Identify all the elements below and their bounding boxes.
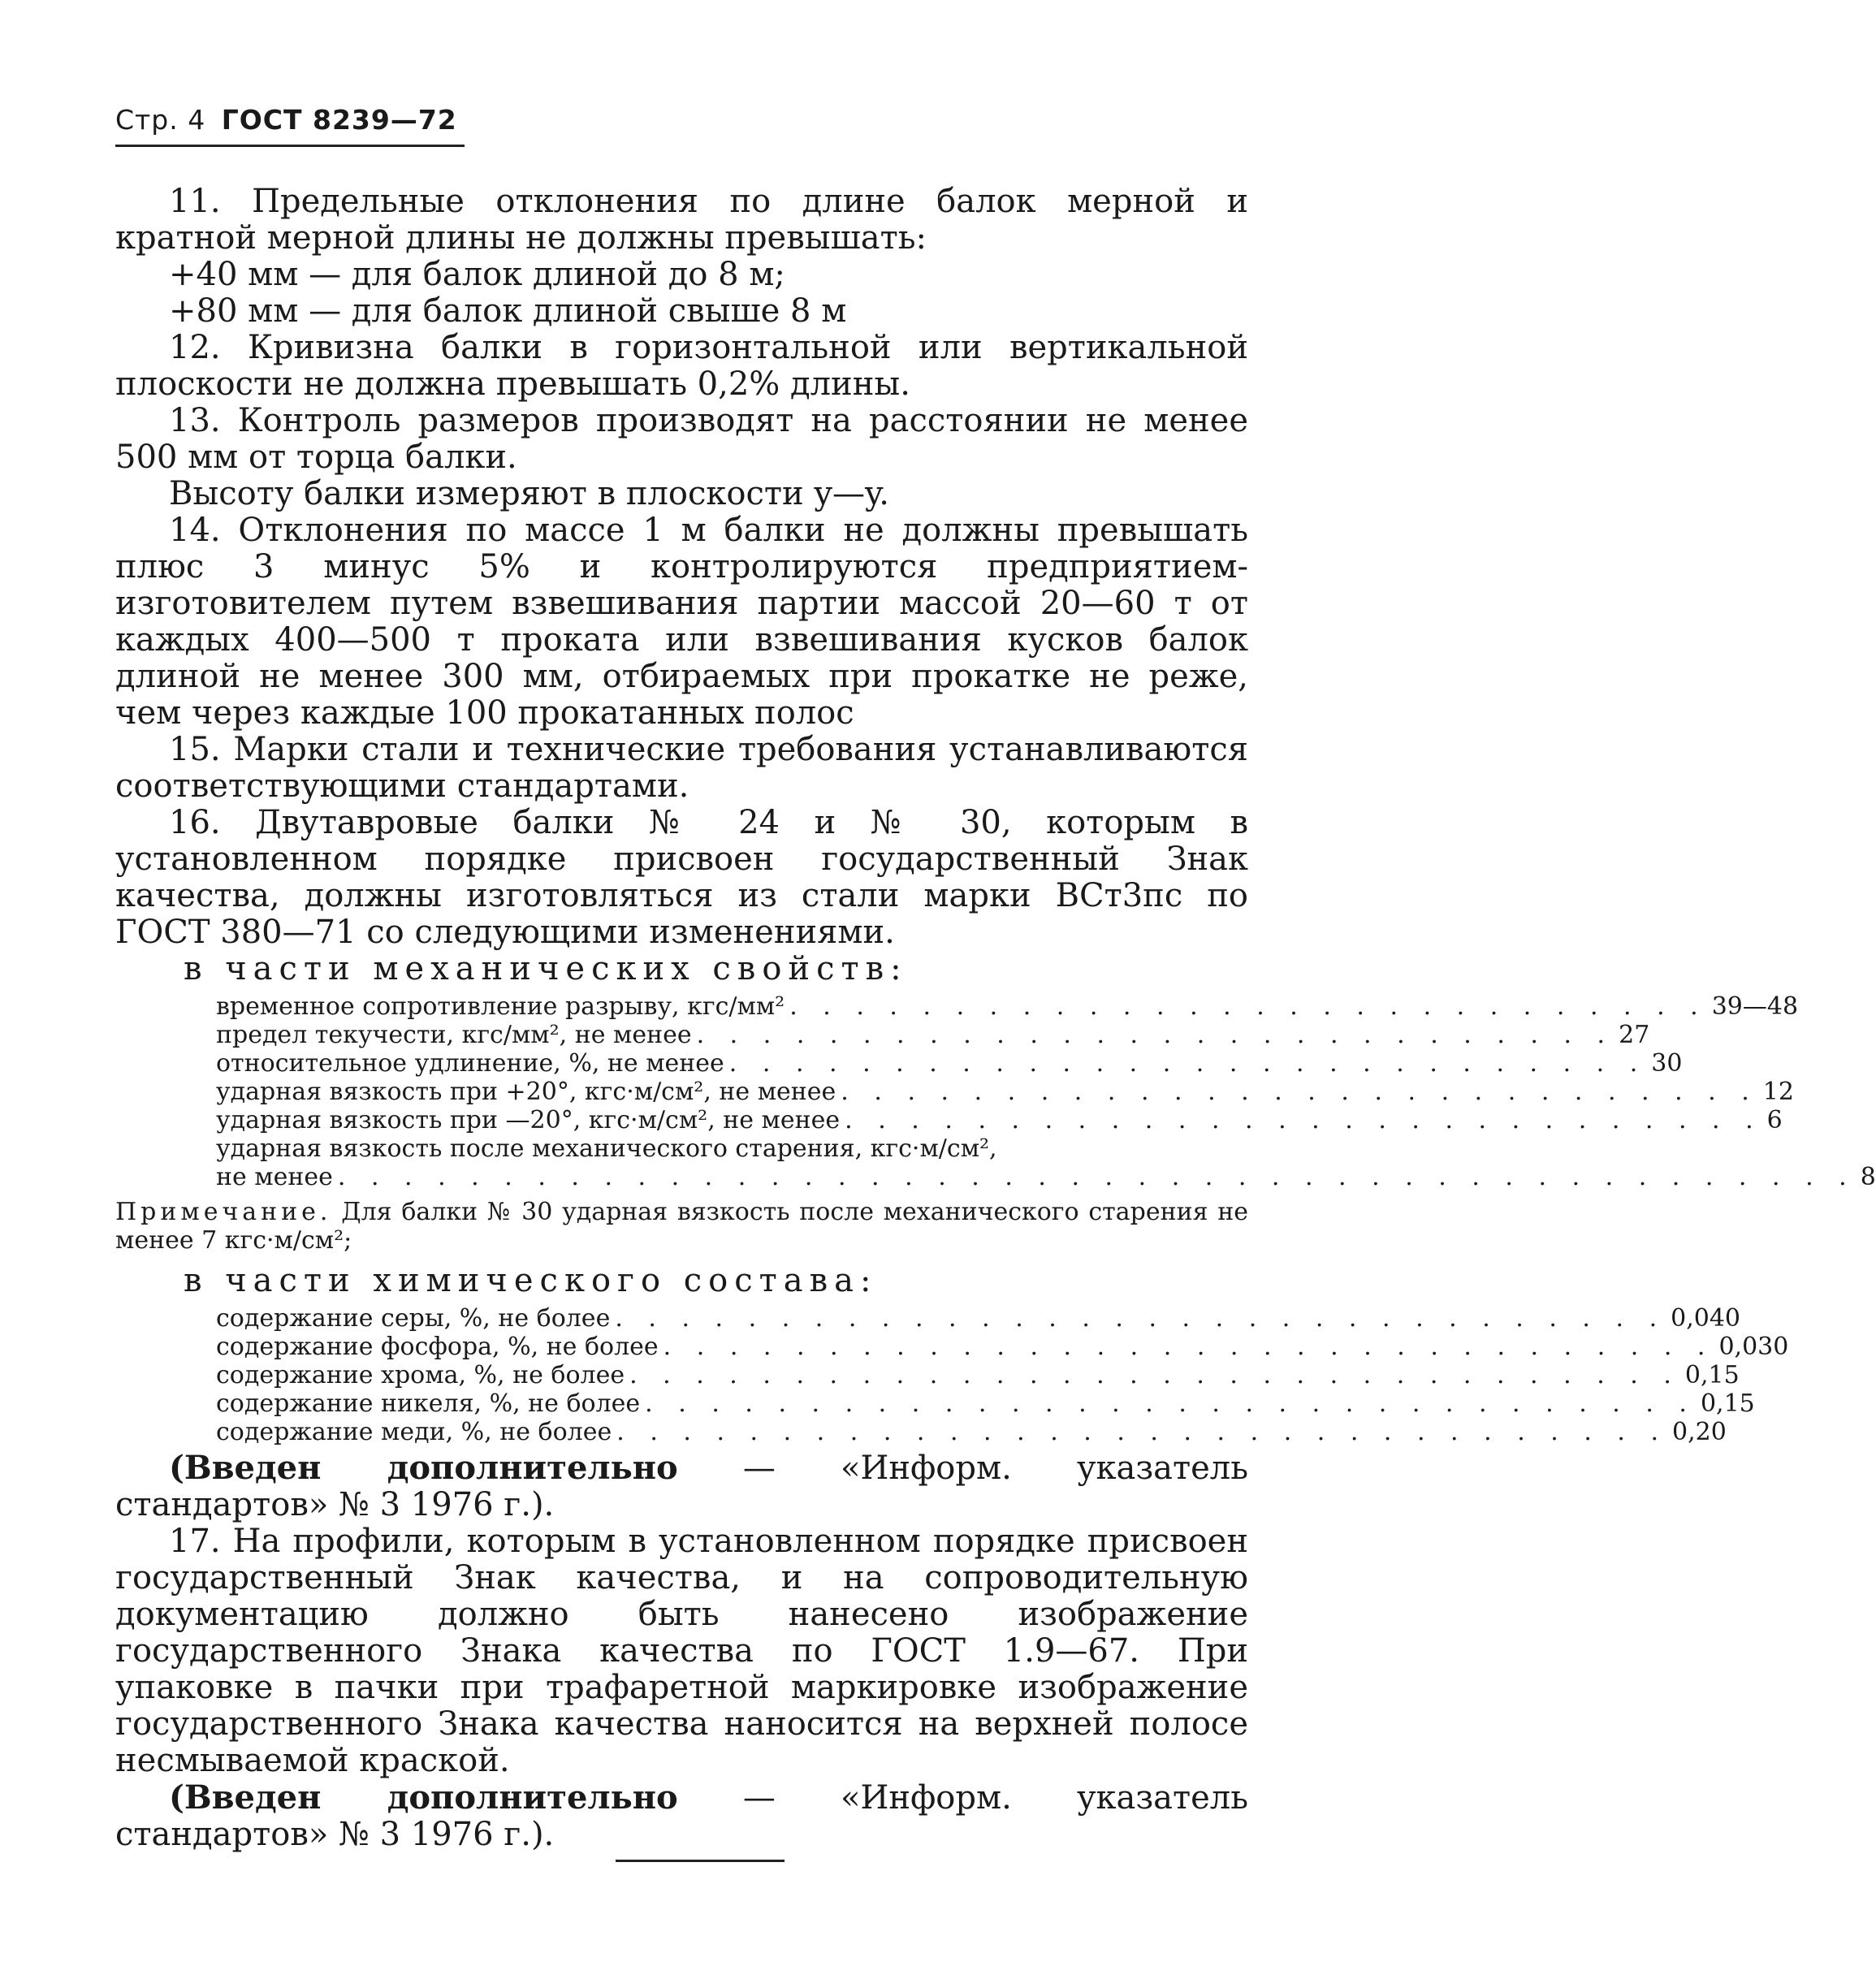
list-item: содержание фосфора, %, не более . . . . . . . . . . . . . . . . . . . . . . . . . . . . . . . . 0,030 (216, 1333, 1789, 1361)
clause-11: 11. Предельные отклонения по длине балок мерной и кратной мерной длины не должны превышать: (115, 183, 1248, 257)
leader-dots: . . . . . . . . . . . . . . . . . . . . . . . . . . . . (845, 1106, 1762, 1134)
list-item: ударная вязкость при —20°, кгс·м/см², не менее . . . . . . . . . . . . . . . . . . . . . . . . . . . . 6 (216, 1106, 1783, 1134)
list-item: временное сопротивление разрыву, кгс/мм² . . . . . . . . . . . . . . . . . . . . . . . . . . . . 39—48 (216, 992, 1799, 1021)
leader-dots: . . . . . . . . . . . . . . . . . . . . . . . . . . . . (728, 1049, 1647, 1078)
leader-dots: . . . . . . . . . . . . . . . . . . . . . . . . . . . . . . . . (616, 1418, 1668, 1446)
leader-dots: . . . . . . . . . . . . . . . . . . . . . . . . . . . . . . . . (629, 1361, 1680, 1389)
list-item: содержание меди, %, не более . . . . . . . . . . . . . . . . . . . . . . . . . . . . . . . . 0,20 (216, 1418, 1727, 1446)
clause-12: 12. Кривизна балки в горизонтальной или вертикальной плоскости не должна превышать 0,2% длины. (115, 329, 1248, 403)
footer-divider (616, 1860, 785, 1862)
document-body (115, 183, 1876, 1853)
mech-properties-list (115, 992, 1876, 1191)
list-item: ударная вязкость после механического старения, кгс·м/см², (216, 1134, 997, 1163)
leader-dots: . . . . . . . . . . . . . . . . . . . . . . . . . . . . (841, 1078, 1758, 1106)
chem-heading: в части химического состава: (184, 1262, 878, 1299)
list-item: относительное удлинение, %, не менее . . . . . . . . . . . . . . . . . . . . . . . . . . . . 30 (216, 1049, 1683, 1078)
clause-11-item-2: +80 мм — для балок длиной свыше 8 м (169, 292, 847, 330)
list-item: не менее . . . . . . . . . . . . . . . . . . . . . . . . . . . . . . . . . . . . . . . . . . . . . . 8 (216, 1163, 1876, 1191)
standard-code: ГОСТ 8239—72 (221, 104, 457, 136)
leader-dots: . . . . . . . . . . . . . . . . . . . . . . . . . . . . . . . . (645, 1389, 1696, 1418)
leader-dots: . . . . . . . . . . . . . . . . . . . . . . . . . . . . . . . . . . . . . . . . . . . . . . (337, 1163, 1856, 1191)
clause-15: 15. Марки стали и технические требования устанавливаются соответствующими стандартами. (115, 731, 1248, 805)
leader-dots: . . . . . . . . . . . . . . . . . . . . . . . . . . . . . . . . (663, 1333, 1714, 1361)
note (115, 1198, 1248, 1255)
list-item: содержание хрома, %, не более . . . . . . . . . . . . . . . . . . . . . . . . . . . . . . . . 0,15 (216, 1361, 1740, 1389)
list-item: содержание никеля, %, не более . . . . . . . . . . . . . . . . . . . . . . . . . . . . . . . . 0,15 (216, 1389, 1755, 1418)
mech-heading: в части механических свойств: (184, 950, 908, 987)
page-number: Стр. 4 (115, 104, 206, 136)
chem-composition-list (115, 1304, 1789, 1446)
clause-14: 14. Отклонения по массе 1 м балки не должны превышать плюс 3 минус 5% и контролируются предприятием-изготовителем путем взвешивания партии массой 20—60 т от каждых 400—500 т проката или взвешивания кусков балок длиной не менее 300 мм, отбираемых при прокатке не реже, чем через каждые 100 прокатанных полос (115, 512, 1248, 732)
leader-dots: . . . . . . . . . . . . . . . . . . . . . . . . . . . . (789, 992, 1707, 1021)
clause-16: 16. Двутавровые балки № 24 и № 30, которым в установленном порядке присвоен государственный Знак качества, должны изготовляться из стали марки ВСт3пс по ГОСТ 380—71 со следующими изменениями. (115, 804, 1248, 951)
list-item: содержание серы, %, не более . . . . . . . . . . . . . . . . . . . . . . . . . . . . . . . . 0,040 (216, 1304, 1740, 1333)
amendment-note-1: (Введен дополнительно — «Информ. указатель стандартов» № 3 1976 г.). (115, 1449, 1248, 1523)
list-item: предел текучести, кгс/мм², не менее . . . . . . . . . . . . . . . . . . . . . . . . . . . . 27 (216, 1021, 1650, 1049)
leader-dots: . . . . . . . . . . . . . . . . . . . . . . . . . . . . . . . . (615, 1304, 1666, 1333)
note-label: Примечание. (115, 1198, 332, 1226)
clause-17: 17. На профили, которым в установленном порядке присвоен государственный Знак качества, и на сопроводительную документацию должно быть нанесено изображение государственного Знака качества по ГОСТ 1.9—67. При упаковке в пачки при трафаретной маркировке изображение государственного Знака качества наносится на верхней полосе несмываемой краской. (115, 1523, 1248, 1779)
header-divider (115, 145, 465, 147)
page-header (115, 101, 465, 140)
note-text: Для балки № 30 ударная вязкость после механического старения не менее 7 кгс·м/см²; (115, 1198, 1248, 1255)
amendment-note-2: (Введен дополнительно — «Информ. указатель стандартов» № 3 1976 г.). (115, 1778, 1248, 1853)
list-item: ударная вязкость при +20°, кгс·м/см², не менее . . . . . . . . . . . . . . . . . . . . . . . . . . . . 12 (216, 1078, 1794, 1106)
clause-13-note: Высоту балки измеряют в плоскости y—y. (169, 475, 889, 512)
clause-11-item-1: +40 мм — для балок длиной до 8 м; (169, 256, 785, 293)
leader-dots: . . . . . . . . . . . . . . . . . . . . . . . . . . . . (696, 1021, 1614, 1049)
clause-13: 13. Контроль размеров производят на расстоянии не менее 500 мм от торца балки. (115, 402, 1248, 476)
